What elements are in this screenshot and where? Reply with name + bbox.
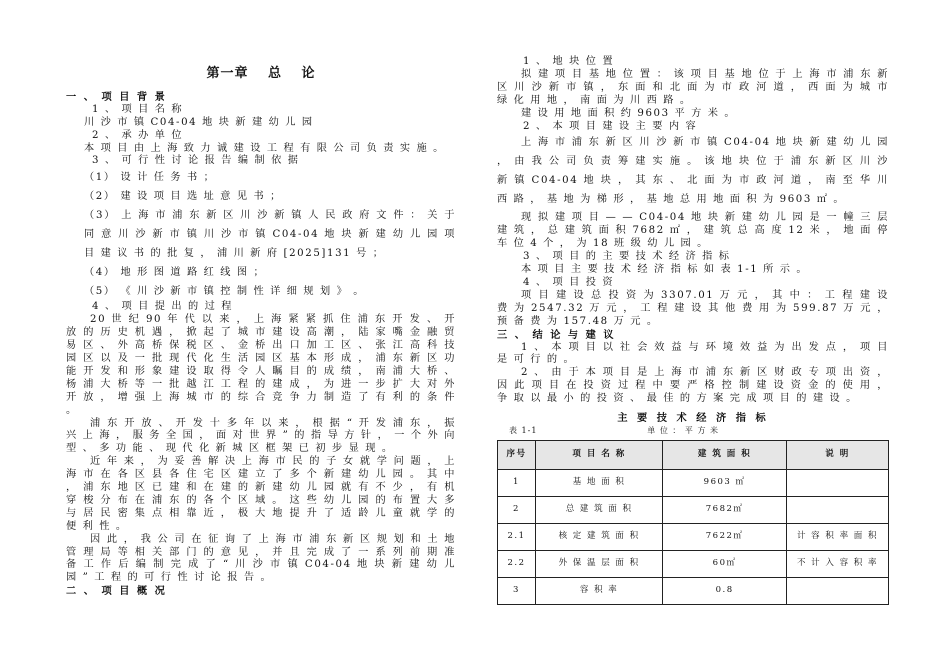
cell-note [786, 496, 888, 523]
cell-seq: 2 [498, 496, 536, 523]
investment-text: 项 目 建 设 总 投 资 为 3307.01 万 元 ， 其 中 ： 工 程 建 设 费 为 2547.32 万 元 ， 工 程 建 设 其 他 费 用 为 599.87 万 元 ， 预 备 费 为 157.48 万 元 。 [497, 289, 889, 327]
cell-item: 容 积 率 [535, 577, 662, 604]
content-text: 上 海 市 浦 东 新 区 川 沙 新 市 镇 C04-04 地 块 新 建 幼 儿 园 ， 由 我 公 司 负 责 筹 建 实 施 。 该 地 块 位 于 浦 东 新 区 川 沙 新 镇 C04-04 地 块 ， 其 东 、 北 面 为 市 政 河 道 ， 南 至 华 川 西 路 ， 基 地 为 梯 形 ， 基 地 总 用 地 面 积 为 9603 ㎡ 。 [497, 137, 889, 206]
paragraph-kindergartens: 近 年 来 ， 为 妥 善 解 决 上 海 市 民 的 子 女 就 学 问 题 ， 上 海 市 在 各 区 县 各 住 宅 区 建 立 了 多 个 新 建 幼 儿 园 。 其 中 ， 浦 东 地 区 已 建 和 在 建 的 新 建 幼 儿 园 就 有 不 少 ， 有 机 穿 梭 分 布 在 浦 东 的 各 个 区 域 。 这 些 幼 儿 园 的 布 置 大 多 与 居 民 密 集 点 相 靠 近 ， 极 大 地 提 升 了 适 龄 儿 童 就 学 的 便 利 性 。 [66, 456, 456, 532]
paragraph-conclusion: 因 此 ， 我 公 司 在 征 询 了 上 海 市 浦 东 新 区 规 划 和 土 地 管 理 局 等 相 关 部 门 的 意 见 ， 并 且 完 成 了 一 系 列 前 期 准 备 工 作 后 编 制 完 成 了 “ 川 沙 市 镇 C04-04 地 块 新 建 幼 儿 园 ” 工 程 的 可 行 性 讨 论 报 告 。 [66, 533, 456, 584]
table-row [498, 496, 889, 523]
basis-item-4: （4） 地 形 图 道 路 红 线 图 ； [84, 267, 266, 279]
cell-note [786, 577, 888, 604]
cell-area: 7682㎡ [663, 496, 787, 523]
item-basis-heading: 3 、 可 行 性 讨 论 报 告 编 制 依 据 [92, 155, 300, 167]
section-heading-overview: 二 、 项 目 概 况 [66, 585, 167, 598]
basis-item-5: （5） 《 川 沙 新 市 镇 控 制 性 详 细 规 划 》 。 [84, 286, 366, 298]
cell-item: 核 定 建 筑 面 积 [535, 523, 662, 550]
table-title: 主 要 技 术 经 济 指 标 [617, 412, 769, 425]
item-location-heading: 1 、 地 块 位 置 [523, 56, 615, 67]
location-text: 拟 建 项 目 基 地 位 置 ： 该 项 目 基 地 位 于 上 海 市 浦 东 新 区 川 沙 新 市 镇 ， 东 面 和 北 面 为 市 政 河 道 ， 西 面 为 城 市 绿 化 用 地 ， 南 面 为 川 西 路 。 [497, 68, 889, 106]
cell-seq: 2.2 [498, 550, 536, 577]
item-project-name-heading: 1 、 项 目 名 称 [92, 103, 184, 115]
table-row [498, 523, 889, 550]
cell-area: 9603 ㎡ [663, 469, 787, 496]
item-indicators-heading: 3 、 项 目 的 主 要 技 术 经 济 指 标 [523, 251, 731, 263]
cell-item: 外 保 温 层 面 积 [535, 550, 662, 577]
cell-seq: 2.1 [498, 523, 536, 550]
chapter-number: 第一章 [206, 66, 249, 81]
table-caption [497, 425, 889, 438]
cell-note [786, 469, 888, 496]
indicators-text: 本 项 目 主 要 技 术 经 济 指 标 如 表 1-1 所 示 。 [521, 264, 809, 276]
cell-item: 总 建 筑 面 积 [535, 496, 662, 523]
item-content-heading: 2 、 本 项 目 建 设 主 要 内 容 [523, 120, 698, 132]
project-name: 川 沙 市 镇 C04-04 地 块 新 建 幼 儿 园 [84, 116, 314, 128]
cell-item: 基 地 面 积 [535, 469, 662, 496]
table-header-row [498, 440, 889, 469]
conclusion-item-1: 1 、 本 项 目 以 社 会 效 益 与 环 境 效 益 为 出 发 点 ， 项 目 是 可 行 的 。 [497, 341, 889, 366]
chapter-name: 总 论 [268, 66, 316, 81]
item-investment-heading: 4 、 项 目 投 资 [523, 276, 615, 288]
table-label: 表 1-1 [509, 425, 538, 435]
item-process-heading: 4 、 项 目 提 出 的 过 程 [92, 301, 234, 313]
building-text: 现 拟 建 项 目 — — C04-04 地 块 新 建 幼 儿 园 是 一 幢 三 层 建 筑 ， 总 建 筑 面 积 7682 ㎡ ， 建 筑 总 高 度 12 米 ， 地 面 停 车 位 4 个 ， 为 18 班 级 幼 儿 园 。 [497, 212, 889, 250]
header-item: 项 目 名 称 [535, 440, 662, 469]
indicators-table [497, 440, 889, 605]
cell-area: 7622㎡ [663, 523, 787, 550]
section-heading-conclusion: 三 、 结 论 与 建 议 [497, 328, 616, 341]
basis-item-1: （1） 设 计 任 务 书 ； [84, 172, 216, 184]
conclusion-item-2: 2 、 由 于 本 项 目 是 上 海 市 浦 东 新 区 财 政 专 项 出 资 ， 因 此 项 目 在 投 资 过 程 中 要 严 格 控 制 建 设 资 金 的 使 用 ， 争 取 以 最 小 的 投 资 、 最 佳 的 方 案 完 成 项 目 的 建 设 。 [497, 367, 889, 405]
chapter-title [66, 68, 456, 81]
paragraph-history: 20 世 纪 90 年 代 以 来 ， 上 海 紧 紧 抓 住 浦 东 开 发 、 开 放 的 历 史 机 遇 ， 掀 起 了 城 市 建 设 高 潮 ， 陆 家 嘴 金 融 贸 易 区 、 外 高 桥 保 税 区 、 金 桥 出 口 加 工 区 、 张 江 高 科 技 园 区 以 及 一 批 现 代 化 生 活 园 区 基 本 形 成 ， 浦 东 新 区 功 能 开 发 和 形 象 建 设 取 得 令 人 瞩 目 的 成 绩 ， 南 浦 大 桥 、 杨 浦 大 桥 等 一 批 越 江 工 程 的 建 成 ， 为 进 一 步 扩 大 对 外 开 放 ， 增 强 上 海 城 市 的 综 合 竞 争 力 制 造 了 有 利 的 条 件 。 [66, 314, 456, 416]
table-unit: 单 位 ： 平 方 米 [647, 425, 719, 435]
cell-note: 不 计 入 容 积 率 [786, 550, 888, 577]
cell-seq: 1 [498, 469, 536, 496]
organizer-text: 本 项 目 由 上 海 致 力 诚 建 设 工 程 有 限 公 司 负 责 实 施 。 [84, 142, 445, 154]
item-organizer-heading: 2 、 承 办 单 位 [92, 129, 184, 141]
table-row [498, 577, 889, 604]
section-heading-background: 一 、 项 目 背 景 [66, 90, 167, 103]
basis-item-2: （2） 建 设 项 目 选 址 意 见 书 ； [84, 191, 282, 203]
land-area-text: 建 设 用 地 面 积 约 9603 平 方 米 。 [521, 107, 737, 119]
paragraph-pudong: 浦 东 开 放 、 开 发 十 多 年 以 来 ， 根 据 “ 开 发 浦 东 ， 振 兴 上 海 ， 服 务 全 国 ， 面 对 世 界 ” 的 指 导 方 针 ， 一 个 外 向 型 、 多 功 能 、 现 代 化 新 城 区 框 架 已 初 步 显 现 。 [66, 417, 456, 455]
table-row [498, 469, 889, 496]
basis-item-3: （3） 上 海 市 浦 东 新 区 川 沙 新 镇 人 民 政 府 文 件 ： 关 于 同 意 川 沙 新 市 镇 川 沙 市 镇 C04-04 地 块 新 建 幼 儿 园 项 目 建 议 书 的 批 复 ， 浦 川 新 府 [2025]131 号 ； [84, 210, 456, 260]
cell-seq: 3 [498, 577, 536, 604]
cell-note: 计 容 积 率 面 积 [786, 523, 888, 550]
right-column [497, 56, 889, 605]
header-seq: 序号 [498, 440, 536, 469]
cell-area: 0.8 [663, 577, 787, 604]
left-column [66, 60, 456, 598]
cell-area: 60㎡ [663, 550, 787, 577]
header-note: 说 明 [786, 440, 888, 469]
table-row [498, 550, 889, 577]
header-area: 建 筑 面 积 [663, 440, 787, 469]
